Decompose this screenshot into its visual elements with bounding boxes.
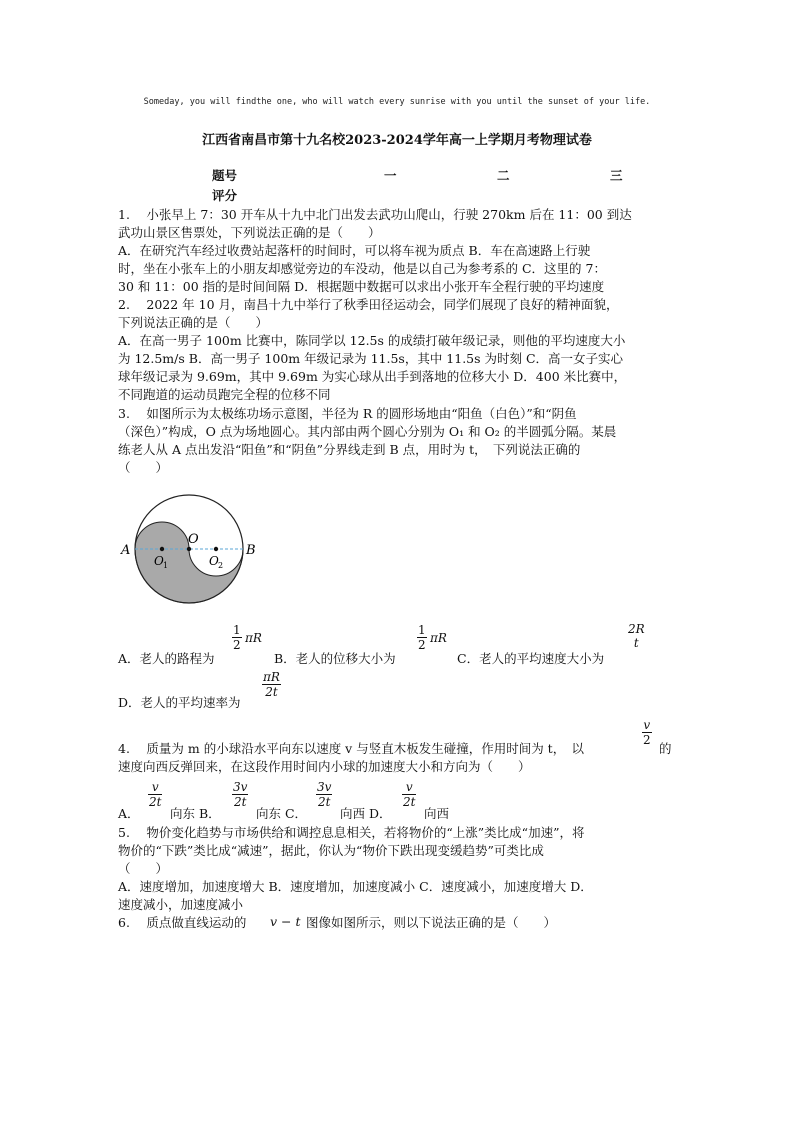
score-table [212,166,652,206]
q5-options-line-1: A．速度增加，加速度增大 B．速度增加，加速度减小 C．速度减小，加速度增大 D． [118,879,593,894]
q3-stem-line-1: 3. 如图所示为太极练功场示意图，半径为 R 的圆形场地由“阳鱼（白色）”和“阴鱼 [118,406,577,421]
q3-stem-line-4: （ ） [118,460,169,475]
q3-option-c-fraction: 2R t [628,622,645,650]
q3-stem-line-3: 练老人从 A 点出发沿“阳鱼”和“阴鱼”分界线走到 B 点，用时为 t， 下列说法正确的 [118,442,581,457]
q1-stem-line-2: 武功山景区售票处，下列说法正确的是（ ） [118,225,381,240]
score-col-2: 二 [497,168,510,183]
q5-stem-line-1: 5. 物价变化趋势与市场供给和调控息息相关，若将物价的“上涨”类比成“加速”，将 [118,825,585,840]
q4-stem-tail: 的 [659,741,672,756]
q6-stem-post: 图像如图所示，则以下说法正确的是（ ） [306,915,557,930]
q5-stem-line-2: 物价的“下跌”类比成“减速”，据此，你认为“物价下跌出现变缓趋势”可类比成 [118,843,544,858]
q5-stem-line-3: （ ） [118,861,169,876]
point-o1 [160,547,164,551]
score-row-label: 评分 [212,188,238,203]
q2-options-line-2: 为 12.5m/s B．高一男子 100m 年级记录为 11.5s，其中 11.5s 为时刻 C．高一女子实心 [118,351,624,366]
score-col-label: 题号 [212,168,238,183]
q3-option-d-fraction: $\frac{\pi R}{2t}$ [263,670,280,699]
label-o2-sub: 2 [218,561,224,570]
q3-option-a-fraction: $\frac{1}{2}$ [233,623,241,652]
q2-options-line-3: 球年级记录为 9.69m，其中 9.69m 为实心球从出手到落地的位移大小 D．400 米比赛中， [118,369,627,384]
q3-stem-line-2: （深色）”构成，O 点为场地圆心。其内部由两个圆心分别为 O₁ 和 O₂ 的半圆弧分隔。某晨 [118,424,617,439]
label-o2: O [209,554,219,568]
label-o1-sub: 1 [163,561,169,570]
q4-stem-line-1: 4. 质量为 m 的小球沿水平向东以速度 v 与竖直木板发生碰撞，作用时间为 t， 以 [118,741,584,756]
q6-vt-symbol: v − t [270,914,301,929]
q4-option-a-fraction: $\frac{v}{2t}$ [149,780,162,809]
label-b: B [246,543,256,558]
point-o2 [214,547,218,551]
q4-stem-fraction: $\frac{v}{2}$ [643,718,651,747]
q4-option-c-fraction: $\frac{3v}{2t}$ [317,780,332,809]
q4-stem-line-2: 速度向西反弹回来，在这段作用时间内小球的加速度大小和方向为（ ） [118,759,531,774]
q4-option-b: 向东 B． [170,806,221,821]
q4-option-d: 向西 D． [340,806,392,821]
q3-option-c: C．老人的平均速度大小为 [457,651,605,666]
q2-options-line-4: 不同跑道的运动员跑完全程的位移不同 [118,387,331,402]
q1-options-line-2: 时，坐在小张车上的小朋友却感觉旁边的车没动，他是以自己为参考系的 C．这里的 7： [118,261,606,276]
q4-option-c: 向东 C． [256,806,308,821]
q3-option-a: A．老人的路程为 [118,651,215,666]
q2-stem-line-1: 2. 2022 年 10 月，南昌十九中举行了秋季田径运动会，同学们展现了良好的精神面貌， [118,297,619,312]
q1-options-line-3: 30 和 11：00 指的是时间间隔 D．根据题中数据可以求出小张开车全程行驶的平均速度 [118,279,605,294]
label-o1: O [154,554,164,568]
score-col-1: 一 [384,168,397,183]
q3-option-b-pir: πR [430,631,447,645]
label-o: O [188,532,199,547]
q4-option-a: A． [118,806,140,821]
q6-stem-pre: 6. 质点做直线运动的 [118,915,247,930]
q3-option-a-pir: πR [245,631,262,645]
q4-option-d-tail: 向西 [424,806,450,821]
q2-options-line-1: A．在高一男子 100m 比赛中，陈同学以 12.5s 的成绩打破年级记录，则他的平均速度大小 [118,333,626,348]
q4-option-d-fraction: $\frac{v}{2t}$ [403,780,416,809]
label-a: A [121,543,131,558]
q4-option-b-fraction: $\frac{3v}{2t}$ [233,780,248,809]
point-o [187,547,191,551]
taiji-figure [115,485,265,620]
q1-options-line-1: A．在研究汽车经过收费站起落杆的时间时，可以将车视为质点 B．车在高速路上行驶 [118,243,591,258]
q2-stem-line-2: 下列说法正确的是（ ） [118,315,269,330]
q5-options-line-2: 速度减小，加速度减小 [118,897,244,912]
q3-option-b: B．老人的位移大小为 [274,651,396,666]
exam-title: 江西省南昌市第十九名校2023-2024学年高一上学期月考物理试卷 [202,133,592,148]
header-motto: Someday, you will findthe one, who will watch every sunrise with you until the sunset of your life. [143,97,651,107]
q1-stem-line-1: 1. 小张早上 7：30 开车从十九中北门出发去武功山爬山，行驶 270km 后在 11：00 到达 [118,207,632,222]
q3-option-d: D．老人的平均速率为 [118,695,241,710]
score-col-3: 三 [610,168,623,183]
q3-option-b-fraction: $\frac{1}{2}$ [418,623,426,652]
